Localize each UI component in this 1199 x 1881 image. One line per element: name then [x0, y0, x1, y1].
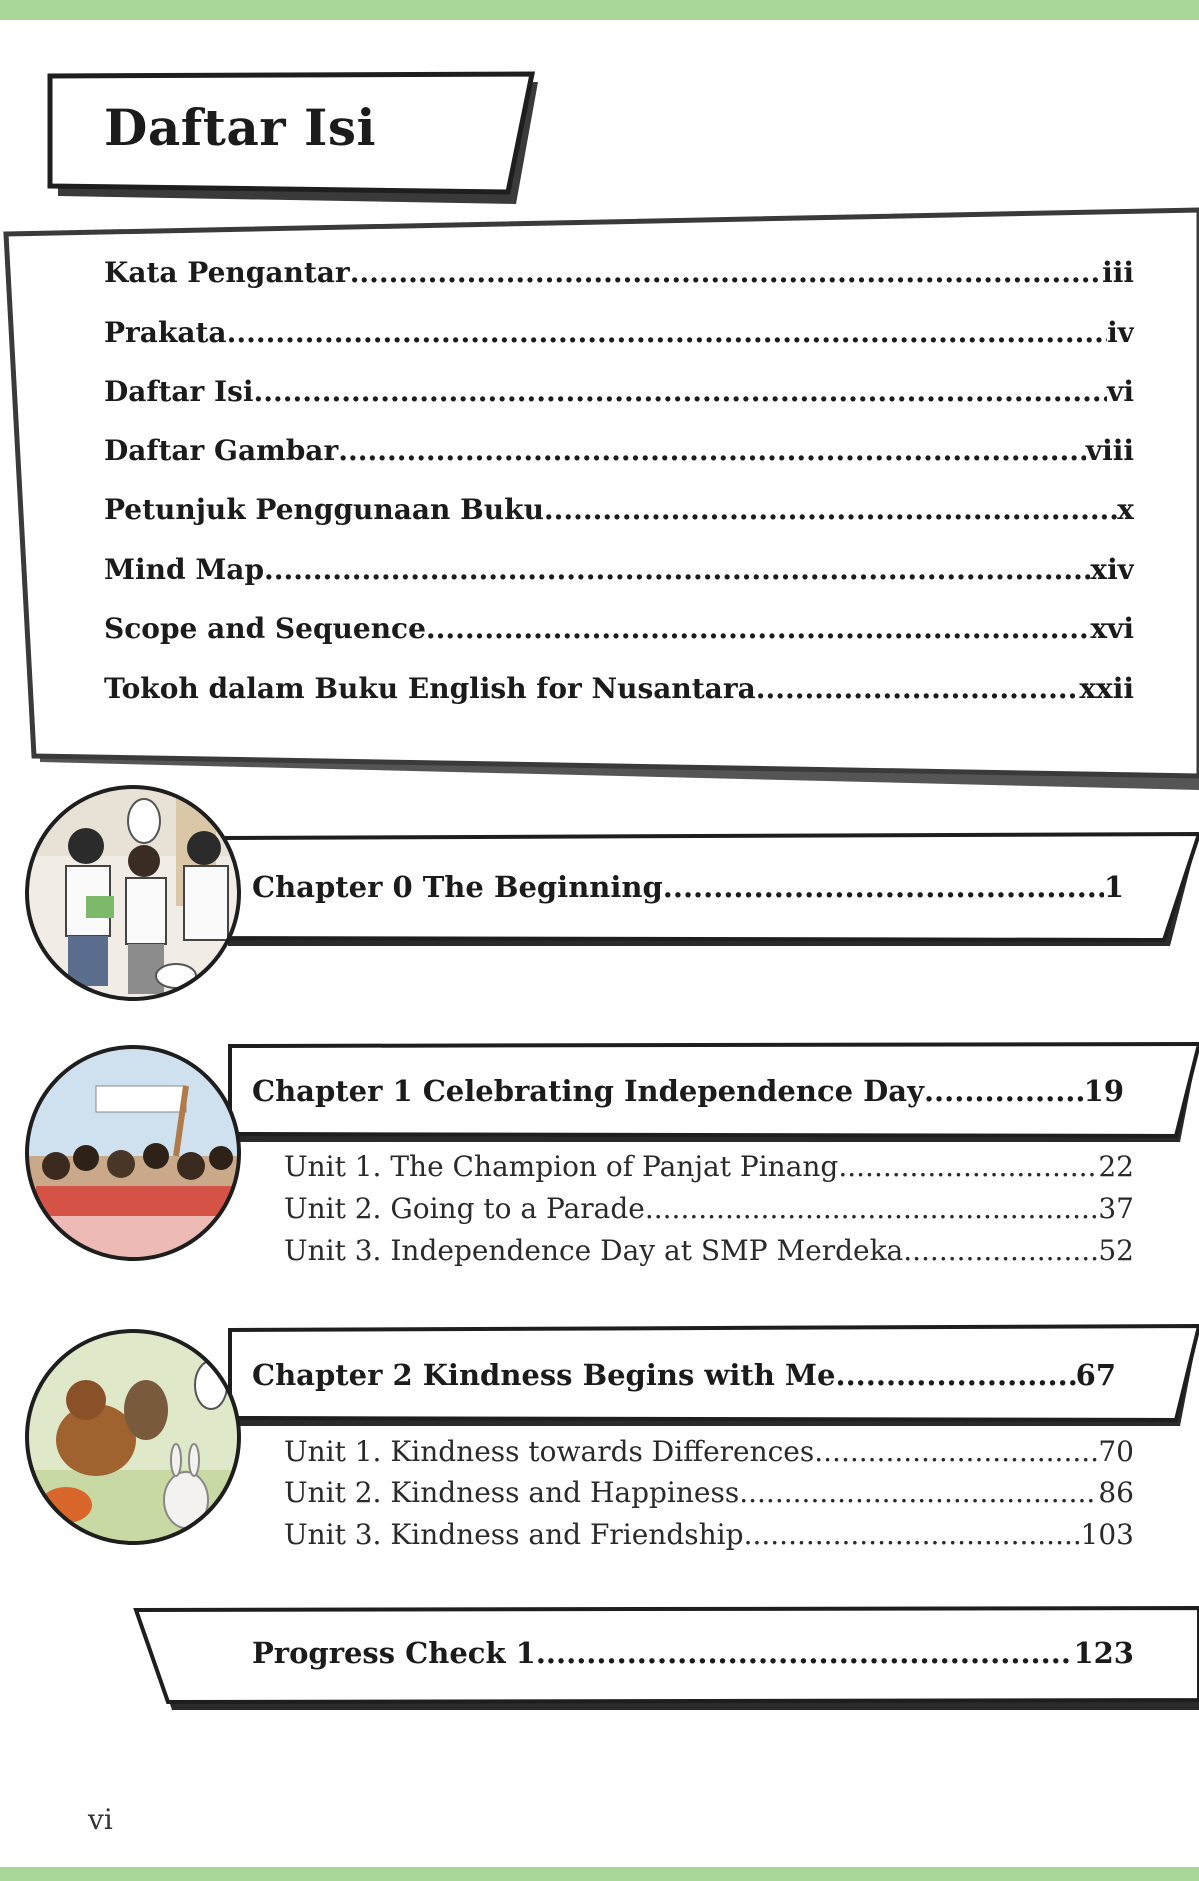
- dot-leader: [903, 1234, 1098, 1267]
- toc-entry[interactable]: [104, 316, 1134, 349]
- chapter-page: 67: [1075, 1358, 1116, 1392]
- chapter-heading-2[interactable]: [252, 1358, 1116, 1392]
- unit-entry[interactable]: [284, 1476, 1134, 1509]
- unit-page: 86: [1098, 1476, 1134, 1509]
- toc-entry-label: Scope and Sequence: [104, 612, 426, 645]
- dot-leader: [227, 316, 1108, 349]
- dot-leader: [663, 870, 1104, 904]
- dot-leader: [645, 1192, 1099, 1225]
- chapter-2-illustration: [26, 1330, 240, 1544]
- toc-entry[interactable]: [104, 493, 1134, 526]
- unit-entry[interactable]: [284, 1435, 1134, 1468]
- dot-leader: [254, 375, 1108, 408]
- toc-entry-label: Prakata: [104, 316, 227, 349]
- unit-entry[interactable]: [284, 1234, 1134, 1267]
- dot-leader: [838, 1150, 1098, 1183]
- unit-label: Unit 1. The Champion of Panjat Pinang: [284, 1150, 839, 1183]
- unit-label: Unit 2. Kindness and Happiness: [284, 1476, 740, 1509]
- dot-leader: [756, 672, 1080, 705]
- unit-label: Unit 2. Going to a Parade: [284, 1192, 645, 1225]
- unit-page: 22: [1098, 1150, 1134, 1183]
- unit-page: 70: [1098, 1435, 1134, 1468]
- toc-entry-label: Kata Pengantar: [104, 256, 350, 289]
- toc-entry-page: x: [1117, 493, 1134, 526]
- toc-entry[interactable]: [104, 612, 1134, 645]
- unit-page: 103: [1080, 1518, 1134, 1551]
- toc-entry[interactable]: [104, 553, 1134, 586]
- dot-leader: [739, 1476, 1098, 1509]
- toc-entry[interactable]: [104, 672, 1134, 705]
- dot-leader: [744, 1518, 1081, 1551]
- toc-entry-page: vi: [1107, 375, 1134, 408]
- dot-leader: [536, 1636, 1074, 1670]
- unit-label: Unit 1. Kindness towards Differences: [284, 1435, 815, 1468]
- toc-entry-label: Petunjuk Penggunaan Buku: [104, 493, 544, 526]
- dot-leader: [814, 1435, 1098, 1468]
- toc-entry-page: iii: [1102, 256, 1134, 289]
- dot-leader: [544, 493, 1117, 526]
- toc-entry-label: Mind Map: [104, 553, 265, 586]
- chapter-heading-1[interactable]: [252, 1074, 1124, 1108]
- toc-entry[interactable]: [104, 375, 1134, 408]
- chapter-0-illustration: [26, 786, 240, 1000]
- toc-entry-page: viii: [1085, 434, 1134, 467]
- dot-leader: [426, 612, 1090, 645]
- unit-label: Unit 3. Independence Day at SMP Merdeka: [284, 1234, 904, 1267]
- page-title: Daftar Isi: [104, 98, 377, 157]
- dot-leader: [264, 553, 1090, 586]
- unit-entry[interactable]: [284, 1518, 1134, 1551]
- chapter-page: 1: [1103, 870, 1124, 904]
- toc-entry[interactable]: [104, 256, 1134, 289]
- unit-page: 52: [1098, 1234, 1134, 1267]
- progress-check-page: 123: [1073, 1636, 1134, 1670]
- toc-entry-label: Tokoh dalam Buku English for Nusantara: [104, 672, 756, 705]
- chapter-1-illustration: [26, 1046, 240, 1260]
- unit-entry[interactable]: [284, 1192, 1134, 1225]
- dot-leader: [835, 1358, 1075, 1392]
- toc-entry-page: xiv: [1090, 553, 1134, 586]
- toc-entry-page: xvi: [1090, 612, 1134, 645]
- progress-check-label: Progress Check 1: [252, 1636, 536, 1670]
- chapter-heading-0[interactable]: [252, 870, 1124, 904]
- unit-page: 37: [1098, 1192, 1134, 1225]
- dot-leader: [350, 256, 1102, 289]
- chapter-label: Chapter 0 The Beginning: [252, 870, 663, 904]
- chapter-label: Chapter 1 Celebrating Independence Day: [252, 1074, 924, 1108]
- toc-entry-label: Daftar Gambar: [104, 434, 339, 467]
- toc-entry-label: Daftar Isi: [104, 375, 254, 408]
- dot-leader: [924, 1074, 1084, 1108]
- progress-check-entry[interactable]: [252, 1636, 1134, 1670]
- unit-label: Unit 3. Kindness and Friendship: [284, 1518, 744, 1551]
- dot-leader: [338, 434, 1086, 467]
- toc-entry[interactable]: [104, 434, 1134, 467]
- chapter-label: Chapter 2 Kindness Begins with Me: [252, 1358, 836, 1392]
- unit-entry[interactable]: [284, 1150, 1134, 1183]
- toc-entry-page: iv: [1107, 316, 1134, 349]
- page-number: vi: [88, 1803, 113, 1836]
- chapter-page: 19: [1083, 1074, 1124, 1108]
- toc-entry-page: xxii: [1079, 672, 1134, 705]
